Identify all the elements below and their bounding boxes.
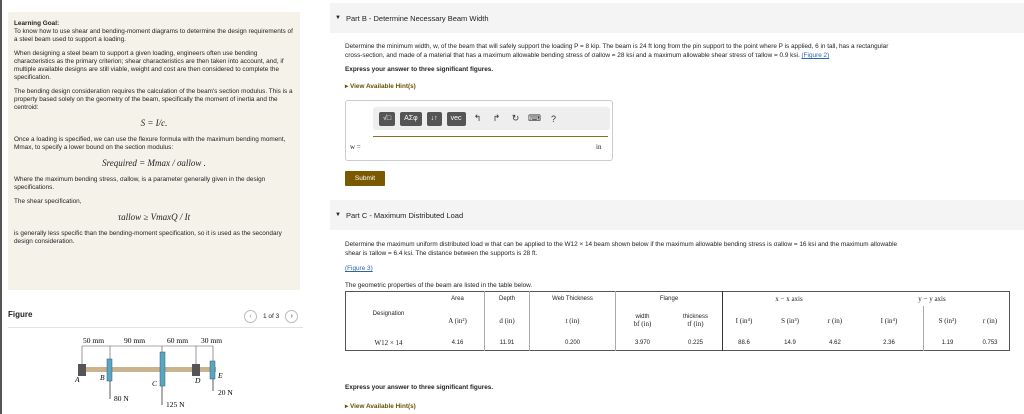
hint-label: View Available Hint(s) bbox=[349, 83, 416, 90]
col-depth: d (in) bbox=[485, 306, 530, 336]
collapse-icon: ▼ bbox=[335, 15, 341, 21]
goal-p2: When designing a steel beam to support a given loading, engineers often use bending characteristics as the primary criterion; shear characteristics are then taken into account, and, if multiple available designs are still viable, weight and cost are then considered to complete the specification. bbox=[14, 50, 284, 81]
shaft-figure bbox=[60, 331, 260, 414]
label-d: D bbox=[195, 376, 201, 385]
designation-header: Designation bbox=[372, 311, 405, 317]
part-c-prompt bbox=[345, 240, 1020, 258]
part-b-line1: Determine the minimum width, w, of the beam that will safely support the loading P = 8 kip. The beam is 24 ft long from the pin support to the point where P is applied, 6 in tall, has a rectangular bbox=[345, 43, 889, 50]
keyboard-icon[interactable]: ⌨ bbox=[528, 113, 542, 123]
gear-b bbox=[107, 359, 112, 381]
bearing-d bbox=[192, 364, 200, 376]
col-iy: I (in⁴) bbox=[880, 317, 898, 325]
part-b-express: Express your answer to three significant figures. bbox=[345, 66, 494, 73]
dim-1: 50 mm bbox=[83, 336, 105, 345]
learning-goal-panel bbox=[8, 12, 300, 290]
collapse-icon: ▼ bbox=[335, 212, 341, 218]
symbols-button[interactable]: ΑΣφ bbox=[400, 112, 422, 126]
dim-4: 30 mm bbox=[201, 336, 223, 345]
flange-width-unit: bf (in) bbox=[633, 320, 652, 328]
help-icon[interactable]: ? bbox=[551, 113, 557, 124]
figure-divider bbox=[8, 327, 303, 328]
cell-sy: 1.19 bbox=[924, 336, 972, 351]
eq-section-modulus: S = I/c. bbox=[140, 118, 168, 128]
col-rx: r (in) bbox=[827, 317, 843, 325]
unit-label: in bbox=[596, 143, 602, 151]
eq-shear: τallow ≥ VmaxQ / It bbox=[117, 212, 191, 222]
beam-properties-table bbox=[345, 291, 1010, 351]
part-b-title: Part B - Determine Necessary Beam Width bbox=[346, 13, 489, 23]
figure-title: Figure bbox=[8, 310, 33, 319]
goal-p5: Where the maximum bending stress, σallow, is a parameter generally given in the design specifications. bbox=[14, 176, 266, 191]
hint-label: View Available Hint(s) bbox=[349, 403, 416, 410]
cell-ix: 88.6 bbox=[723, 336, 766, 351]
flange-thickness-label: thickness bbox=[682, 314, 708, 320]
part-b-hint-link[interactable]: ▸ View Available Hint(s) bbox=[345, 83, 416, 90]
templates-button[interactable]: √□ bbox=[379, 112, 395, 126]
pager-label: 1 of 3 bbox=[263, 313, 280, 320]
cell-web: 0.200 bbox=[530, 336, 616, 351]
figure-3-link[interactable]: (Figure 3) bbox=[345, 265, 373, 272]
goal-p3: The bending design consideration requires the calculation of the beam's section modulus. This is a property based solely on the geometry of the beam, specifically the moment of inertia and the centroid: bbox=[14, 88, 293, 111]
col-sy: S (in³) bbox=[924, 306, 972, 336]
part-c-header[interactable] bbox=[330, 200, 1024, 230]
next-figure-button[interactable]: › bbox=[285, 310, 298, 323]
col-area: A (in²) bbox=[448, 317, 467, 325]
cell-rx: 4.62 bbox=[829, 340, 841, 346]
part-b-prompt bbox=[345, 42, 1020, 60]
subscript-button[interactable]: ↓↑ bbox=[427, 112, 442, 126]
label-c: C bbox=[152, 379, 158, 388]
dim-2: 90 mm bbox=[124, 336, 146, 345]
part-c-line2: shear is τallow = 6.4 ksi. The distance between the supports is 28 ft. bbox=[345, 250, 538, 257]
area-header: Area bbox=[451, 296, 464, 302]
eq-s-required: Srequired = Mmax / σallow . bbox=[102, 158, 206, 168]
cell-ry: 0.753 bbox=[982, 340, 998, 346]
undo-icon[interactable]: ↰ bbox=[473, 113, 482, 123]
figure-pager bbox=[244, 310, 298, 323]
col-ix: I (in⁴) bbox=[723, 306, 766, 336]
load-e: 20 N bbox=[218, 388, 233, 397]
load-b: 80 N bbox=[114, 394, 129, 403]
xx-axis-header: x − x axis bbox=[723, 292, 856, 307]
cell-area: 4.16 bbox=[451, 340, 464, 346]
cell-depth: 11.91 bbox=[485, 336, 530, 351]
goal-title: Learning Goal: bbox=[14, 20, 60, 27]
label-a: A bbox=[75, 375, 80, 384]
redo-icon[interactable]: ↱ bbox=[492, 113, 501, 123]
col-ry: r (in) bbox=[982, 317, 998, 325]
label-e: E bbox=[218, 371, 223, 380]
vector-button[interactable]: vec bbox=[447, 112, 466, 126]
cell-flange-thickness: 0.225 bbox=[687, 340, 703, 346]
col-web: t (in) bbox=[530, 306, 616, 336]
cell-flange-width: 3.970 bbox=[616, 336, 670, 351]
goal-p7: is generally less specific than the bending-moment specification, so it is used as the secondary design consideration. bbox=[14, 230, 282, 245]
part-c-line1: Determine the maximum uniform distributed load w that can be applied to the W12 × 14 beam shown below if the maximum allowable bending stress is σallow = 16 ksi and the maximum allowable bbox=[345, 241, 898, 248]
label-b: B bbox=[100, 373, 105, 382]
goal-p4: Once a loading is specified, we can use the flexure formula with the maximum bending moment, Mmax, to specify a lower bound on the section modulus: bbox=[14, 136, 286, 151]
part-c-express: Express your answer to three significant figures. bbox=[345, 384, 494, 391]
yy-axis-header: y − y axis bbox=[918, 295, 946, 303]
table-intro: The geometric properties of the beam are listed in the table below. bbox=[345, 282, 533, 289]
cell-sx: 14.9 bbox=[784, 340, 796, 346]
figure-2-link[interactable]: (Figure 2) bbox=[801, 52, 830, 59]
reset-icon[interactable]: ↻ bbox=[511, 113, 520, 123]
part-c-hint-link[interactable]: ▸ View Available Hint(s) bbox=[345, 403, 416, 410]
left-border bbox=[0, 0, 2, 414]
flange-header: Flange bbox=[616, 292, 723, 307]
load-c: 125 N bbox=[166, 400, 185, 409]
answer-input[interactable] bbox=[373, 136, 608, 137]
table-row bbox=[346, 336, 1010, 351]
flange-thickness-unit: tf (in) bbox=[687, 320, 704, 328]
math-toolbar bbox=[373, 107, 610, 130]
part-b-line2: cross-section, and made of a material that has a maximum allowable bending stress of σallow = 28 ksi and a maximum allowable shear stress of τallow = 0.9 ksi. bbox=[345, 52, 800, 59]
goal-p6: The shear specification, bbox=[14, 198, 82, 205]
part-c-title: Part C - Maximum Distributed Load bbox=[346, 210, 464, 220]
cell-iy: 2.36 bbox=[883, 340, 895, 346]
part-b-header[interactable] bbox=[330, 3, 1024, 33]
prev-figure-button[interactable]: ‹ bbox=[244, 310, 257, 323]
submit-button[interactable]: Submit bbox=[345, 171, 385, 186]
col-sx: S (in³) bbox=[781, 317, 799, 325]
col-flange-width bbox=[616, 306, 670, 336]
gear-e bbox=[210, 361, 215, 379]
cell-designation: W12 × 14 bbox=[374, 339, 403, 347]
web-header: Web Thickness bbox=[530, 292, 616, 307]
flange-width-label: width bbox=[635, 314, 650, 320]
dim-3: 60 mm bbox=[167, 336, 189, 345]
gear-c bbox=[160, 352, 165, 386]
col-flange-thickness bbox=[669, 306, 723, 336]
goal-p1: To know how to use shear and bending-moment diagrams to determine the design requirements of a steel beam used to support a loading. bbox=[14, 28, 293, 43]
depth-header: Depth bbox=[485, 292, 530, 307]
w-label: w = bbox=[350, 143, 361, 151]
